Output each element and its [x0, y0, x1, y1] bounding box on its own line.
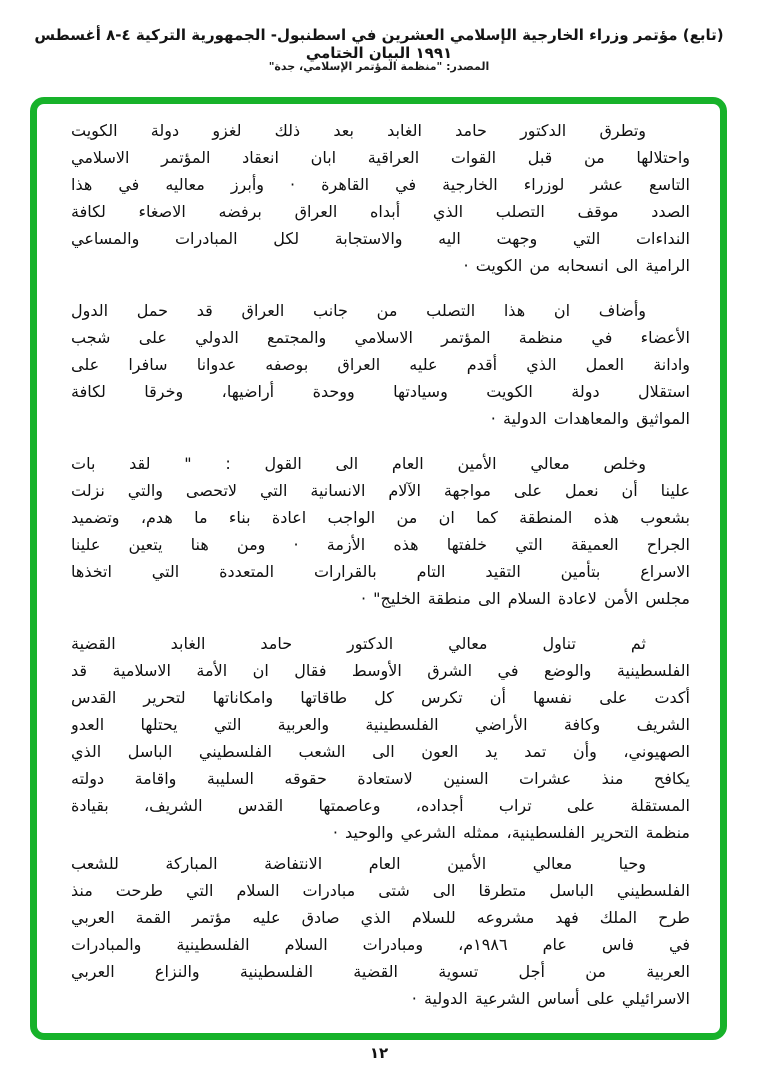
- paragraph: [71, 850, 690, 1012]
- paragraph-line: يكافح منذ عشرات السنين لاستعادة حقوقه السليبة واقامة دولته: [71, 769, 690, 788]
- paragraph-line: النداءات التي وجهت اليه والاستجابة لكل المبادرات والمساعي: [71, 229, 690, 248]
- paragraph-line: الفلسطينية والوضع في الشرق الأوسط فقال ان الأمة الاسلامية قد: [71, 661, 690, 680]
- paragraph: [71, 630, 690, 846]
- paragraph-line: الرامية الى انسحابه من الكويت ·: [463, 256, 690, 275]
- paragraph-line: ثم تناول معالي الدكتور حامد الغابد القضية: [71, 634, 646, 653]
- paragraph-line: بشعوب هذه المنطقة كما ان من الواجب اعادة بناء ما هدم، وتضميد: [71, 508, 690, 527]
- paragraph-line: الجراح العميقة التي خلفتها هذه الأزمة · ومن هنا يتعين علينا: [71, 535, 690, 554]
- paragraph-line: أكدت على نفسها أن تكرس كل طاقاتها وامكاناتها لتحرير القدس: [71, 688, 690, 707]
- paragraph-line: الفلسطيني الباسل متطرقا الى شتى مبادرات السلام التي طرحت منذ: [71, 881, 690, 900]
- paragraph-line: التاسع عشر لوزراء الخارجية في القاهرة · وأبرز معاليه في هذا: [71, 175, 690, 194]
- header-title: (تابع) مؤتمر وزراء الخارجية الإسلامي العشرين في اسطنبول- الجمهورية التركية ٤-٨ أغسطس ١٩٩١ البيان الختامي: [34, 26, 724, 62]
- paragraph-line: الصهيوني، وأن تمد يد العون الى الشعب الفلسطيني الباسل الذي: [71, 742, 690, 761]
- document-body: [37, 104, 720, 1033]
- paragraph: [71, 117, 690, 279]
- paragraph-line: وتطرق الدكتور حامد الغابد بعد ذلك لغزو دولة الكويت: [71, 121, 646, 140]
- paragraph-line: المستقلة على تراب أجداده، وعاصمتها القدس الشريف، بقيادة: [71, 796, 690, 815]
- paragraph-line: طرح الملك فهد مشروعه للسلام الذي صادق عليه مؤتمر القمة العربي: [71, 908, 690, 927]
- paragraph-line: واحتلالها من قبل القوات العراقية ابان انعقاد المؤتمر الاسلامي: [71, 148, 690, 167]
- paragraph-line: مجلس الأمن لاعادة السلام الى منطقة الخليج" ·: [360, 589, 690, 608]
- paragraph-line: الصدد موقف التصلب الذي أبداه العراق برفضه الاصغاء لكافة: [71, 202, 690, 221]
- paragraph: [71, 297, 690, 432]
- paragraph-line: الشريف وكافة الأراضي الفلسطينية والعربية التي يحتلها العدو: [71, 715, 690, 734]
- paragraph: [71, 450, 690, 612]
- paragraph-line: علينا أن نعمل على مواجهة الآلام الانسانية التي لاتحصى والتي نزلت: [71, 481, 690, 500]
- paragraph-line: الاسراع بتأمين التقيد التام بالقرارات المتعددة التي اتخذها: [71, 562, 690, 581]
- page-number: ١٢: [369, 1044, 389, 1062]
- paragraph-line: الأعضاء في منظمة المؤتمر الاسلامي والمجتمع الدولي على شجب: [71, 328, 690, 347]
- paragraph-line: وخلص معالي الأمين العام الى القول : " لقد بات: [71, 454, 646, 473]
- paragraph-line: منظمة التحرير الفلسطينية، ممثله الشرعي والوحيد ·: [332, 823, 690, 842]
- paragraph-line: وأضاف ان هذا التصلب من جانب العراق قد حمل الدول: [71, 301, 646, 320]
- paragraph-line: وادانة العمل الذي أقدم عليه العراق بوصفه عدوانا سافرا على: [71, 355, 690, 374]
- paragraph-line: وحيا معالي الأمين العام الانتفاضة المباركة للشعب: [71, 854, 646, 873]
- green-border-frame: [30, 97, 727, 1040]
- header-source: المصدر: "منظمة المؤتمر الإسلامي، جدة": [268, 60, 490, 73]
- paragraph-line: استقلال دولة الكويت وسيادتها ووحدة أراضيها، وخرقا لكافة: [71, 382, 690, 401]
- paragraph-line: العربية من أجل تسوية القضية الفلسطينية والنزاع العربي: [71, 962, 690, 981]
- paragraph-line: في فاس عام ١٩٨٦م، ومبادرات السلام الفلسطينية والمبادرات: [71, 935, 690, 954]
- paragraph-line: المواثيق والمعاهدات الدولية ·: [490, 409, 690, 428]
- paragraph-line: الاسرائيلي على أساس الشرعية الدولية ·: [411, 989, 690, 1008]
